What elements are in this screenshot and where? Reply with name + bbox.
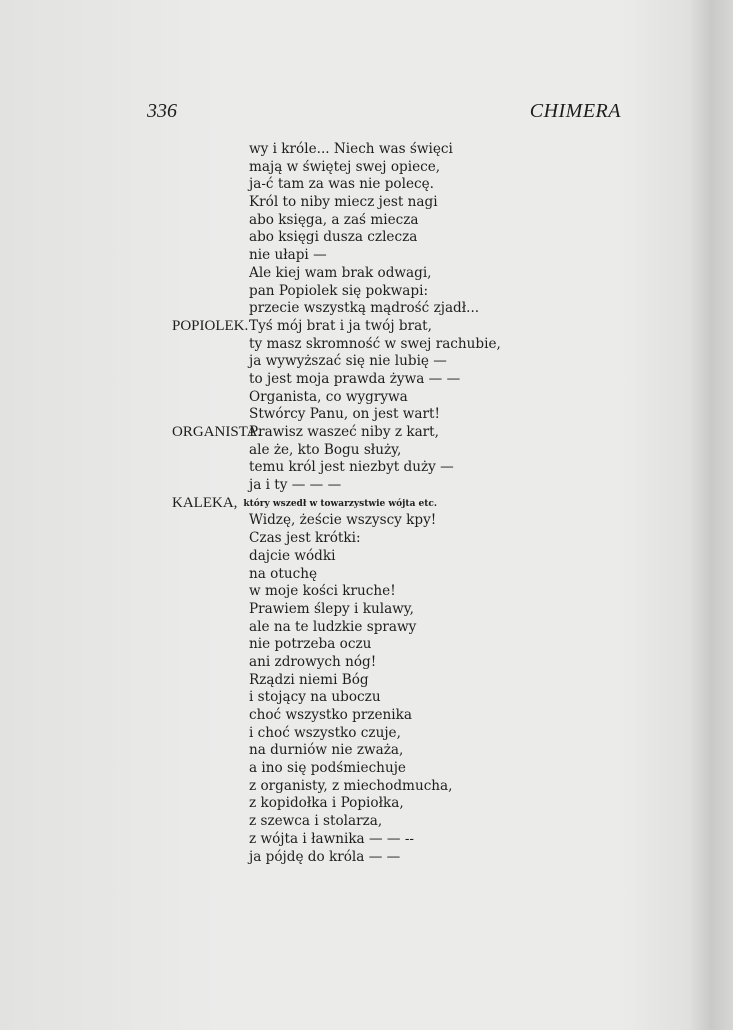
verse-line: [172, 459, 592, 477]
verse-line: [172, 583, 592, 601]
verse-text: Rządzi niemi Bóg: [249, 671, 369, 688]
verse-text: temu król jest niezbyt duży —: [249, 459, 454, 476]
verse-text: ty masz skromność w swej rachubie,: [249, 335, 501, 352]
verse-text: ja pójdę do króla — —: [249, 848, 401, 865]
verse-line: [172, 689, 592, 707]
verse-line: [172, 778, 592, 796]
verse-line: [172, 601, 592, 619]
drama-text: [172, 141, 592, 866]
verse-text: wy i króle... Niech was święci: [249, 141, 453, 157]
verse-line: [172, 159, 592, 177]
verse-line: [172, 336, 592, 354]
verse-line: [172, 229, 592, 247]
verse-text: ja-ć tam za was nie polecę.: [249, 176, 434, 193]
verse-text: nie ułapi —: [249, 247, 327, 264]
verse-line: [172, 548, 592, 566]
verse-text: Prawisz waszeć niby z kart,: [249, 424, 439, 440]
verse-text: Prawiem ślepy i kulawy,: [249, 600, 415, 617]
verse-text: z kopidołka i Popiołka,: [249, 795, 404, 812]
verse-text: z wójta i ławnika — — --: [249, 830, 415, 847]
verse-text: abo księga, a zaś miecza: [249, 211, 419, 228]
verse-line: [172, 849, 592, 867]
verse-text: ale na te ludzkie sprawy: [249, 618, 417, 635]
verse-line: [172, 795, 592, 813]
verse-text: nie potrzeba oczu: [249, 636, 372, 653]
verse-text: Stwórcy Panu, on jest wart!: [249, 406, 440, 423]
verse-text: ja i ty — — —: [249, 477, 342, 494]
verse-line: [172, 389, 592, 407]
verse-line: [172, 742, 592, 760]
verse-text: z organisty, z miechodmucha,: [249, 777, 453, 794]
verse-line: [172, 654, 592, 672]
verse-line: [172, 283, 592, 301]
verse-text: i choć wszystko czuje,: [249, 724, 401, 741]
verse-line: [172, 831, 592, 849]
verse-line: [172, 141, 592, 159]
verse-line: [172, 371, 592, 389]
verse-line: [172, 530, 592, 548]
verse-text: ani zdrowych nóg!: [249, 653, 377, 670]
verse-text: ja wywyższać się nie lubię —: [249, 353, 447, 370]
speaker-name: POPIOLEK.: [172, 317, 249, 334]
verse-text: na otuchę: [249, 565, 317, 582]
verse-line: [172, 424, 592, 442]
verse-line: [172, 406, 592, 424]
verse-text: na durniów nie zważa,: [249, 742, 404, 759]
stage-direction: który wszedł w towarzystwie wójta etc.: [243, 498, 438, 509]
verse-line: [172, 672, 592, 690]
verse-line: [172, 212, 592, 230]
verse-line: [172, 760, 592, 778]
verse-line: [172, 318, 592, 336]
verse-line: [172, 176, 592, 194]
verse-line: [172, 636, 592, 654]
verse-text: Widzę, żeście wszyscy kpy!: [249, 512, 437, 529]
verse-line: [172, 247, 592, 265]
verse-text: Czas jest krótki:: [249, 530, 361, 547]
verse-text: Ale kiej wam brak odwagi,: [249, 264, 432, 281]
verse-line: [172, 813, 592, 831]
verse-line: [172, 725, 592, 743]
verse-text: abo księgi dusza czlecza: [249, 229, 418, 246]
verse-text: dajcie wódki: [249, 547, 336, 564]
running-title: CHIMERA: [529, 100, 621, 122]
verse-line: [172, 353, 592, 371]
verse-line: [172, 707, 592, 725]
verse-line: [172, 566, 592, 584]
verse-line: [172, 300, 592, 318]
verse-text: i stojący na uboczu: [249, 689, 381, 706]
verse-text: to jest moja prawda żywa — —: [249, 370, 461, 387]
verse-text: przecie wszystką mądrość zjadł...: [249, 300, 480, 317]
verse-text: pan Popiolek się pokwapi:: [249, 282, 429, 299]
verse-line: [172, 512, 592, 530]
verse-text: Organista, co wygrywa: [249, 388, 408, 405]
verse-text: mają w świętej swej opiece,: [249, 158, 441, 175]
verse-text: z szewca i stolarza,: [249, 813, 383, 830]
verse-line: [172, 265, 592, 283]
verse-text: Król to niby miecz jest nagi: [249, 194, 438, 211]
speaker-line: [172, 495, 592, 513]
verse-text: Tyś mój brat i ja twój brat,: [249, 317, 432, 334]
verse-text: w moje kości kruche!: [249, 583, 396, 600]
verse-line: [172, 442, 592, 460]
speaker-name: KALEKA,: [172, 494, 238, 511]
verse-line: [172, 619, 592, 637]
verse-text: ale że, kto Bogu służy,: [249, 441, 402, 458]
speaker-name: ORGANISTA.: [172, 424, 262, 440]
page-number: 336: [147, 100, 177, 122]
verse-line: [172, 194, 592, 212]
verse-line: [172, 477, 592, 495]
verse-text: choć wszystko przenika: [249, 707, 412, 723]
verse-text: a ino się podśmiechuje: [249, 760, 406, 777]
